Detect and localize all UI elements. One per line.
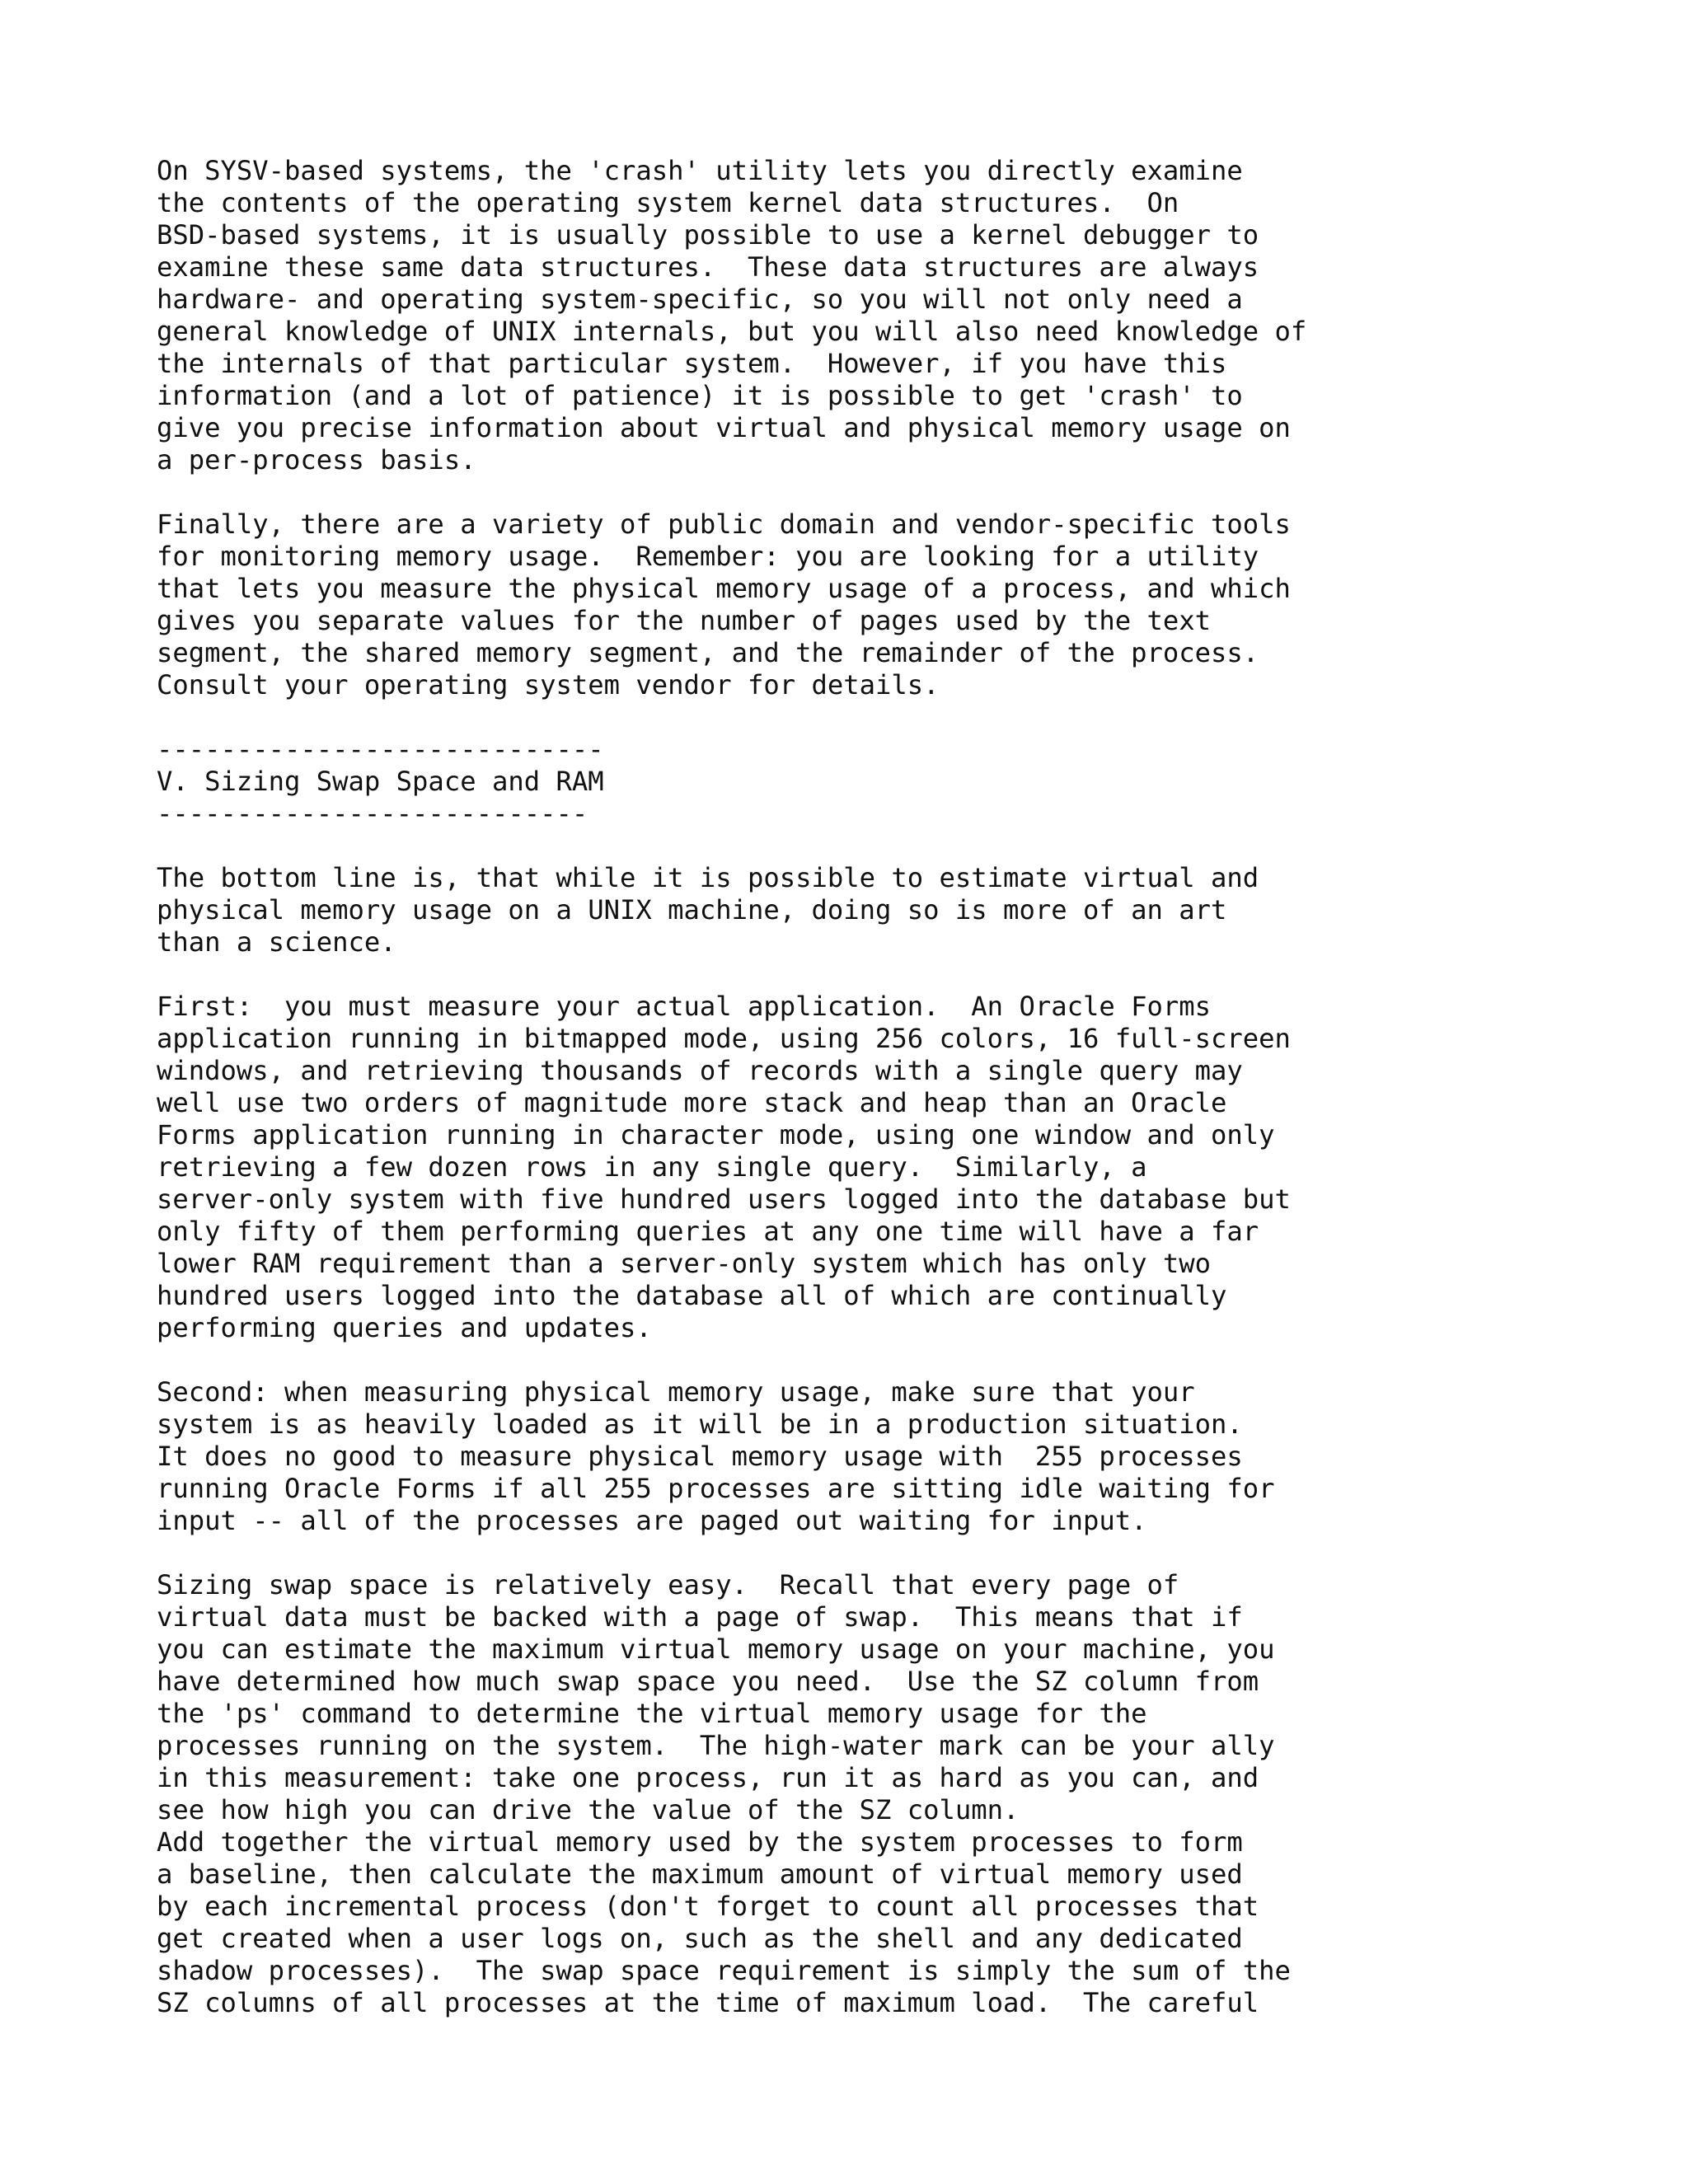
text-line: Second: when measuring physical memory usage, make sure that your xyxy=(157,1376,1195,1408)
text-line: hardware- and operating system-specific, so you will not only need a xyxy=(157,284,1243,315)
text-line: running Oracle Forms if all 255 processes are sitting idle waiting for xyxy=(157,1473,1275,1504)
text-line: server-only system with five hundred users logged into the database but xyxy=(157,1183,1291,1215)
text-line: in this measurement: take one process, run it as hard as you can, and xyxy=(157,1762,1259,1793)
text-line: application running in bitmapped mode, using 256 colors, 16 full-screen xyxy=(157,1023,1291,1054)
text-line: a per-process basis. xyxy=(157,444,476,476)
text-line: Consult your operating system vendor for details. xyxy=(157,669,940,701)
text-line: Add together the virtual memory used by the system processes to form xyxy=(157,1826,1243,1858)
text-line: segment, the shared memory segment, and the remainder of the process. xyxy=(157,637,1259,668)
text-line: that lets you measure the physical memory usage of a process, and which xyxy=(157,573,1291,604)
text-line: only fifty of them performing queries at any one time will have a far xyxy=(157,1216,1259,1247)
document-page xyxy=(157,155,1640,2019)
paragraph-bottom-line xyxy=(157,862,1640,958)
text-line: input -- all of the processes are paged out waiting for input. xyxy=(157,1505,1147,1536)
text-line: performing queries and updates. xyxy=(157,1312,652,1343)
text-line: hundred users logged into the database all of which are continually xyxy=(157,1280,1227,1311)
text-line: for monitoring memory usage. Remember: you are looking for a utility xyxy=(157,541,1259,572)
section-title: V. Sizing Swap Space and RAM xyxy=(157,766,604,797)
text-line: lower RAM requirement than a server-only system which has only two xyxy=(157,1248,1211,1279)
text-line: shadow processes). The swap space requirement is simply the sum of the xyxy=(157,1955,1291,1986)
text-line: First: you must measure your actual application. An Oracle Forms xyxy=(157,991,1211,1022)
section-rule-bottom: --------------------------- xyxy=(157,798,588,829)
text-line: windows, and retrieving thousands of records with a single query may xyxy=(157,1055,1243,1086)
paragraph-sizing-swap xyxy=(157,1569,1640,2019)
text-line: SZ columns of all processes at the time of maximum load. The careful xyxy=(157,1987,1259,2018)
text-line: well use two orders of magnitude more stack and heap than an Oracle xyxy=(157,1087,1227,1118)
text-line: retrieving a few dozen rows in any single query. Similarly, a xyxy=(157,1151,1147,1183)
text-line: BSD-based systems, it is usually possible to use a kernel debugger to xyxy=(157,219,1259,251)
paragraph-crash-utility xyxy=(157,155,1640,476)
text-line: get created when a user logs on, such as the shell and any dedicated xyxy=(157,1923,1243,1954)
paragraph-second xyxy=(157,1376,1640,1537)
section-rule-top: ---------------------------- xyxy=(157,733,604,765)
text-line: virtual data must be backed with a page of swap. This means that if xyxy=(157,1601,1243,1633)
text-line: system is as heavily loaded as it will be in a production situation. xyxy=(157,1408,1243,1440)
text-line: Sizing swap space is relatively easy. Recall that every page of xyxy=(157,1569,1179,1601)
paragraph-first xyxy=(157,991,1640,1344)
text-line: see how high you can drive the value of the SZ column. xyxy=(157,1794,1020,1825)
text-line: The bottom line is, that while it is possible to estimate virtual and xyxy=(157,862,1259,893)
text-line: a baseline, then calculate the maximum amount of virtual memory used xyxy=(157,1858,1243,1890)
text-line: have determined how much swap space you need. Use the SZ column from xyxy=(157,1666,1259,1697)
text-line: you can estimate the maximum virtual memory usage on your machine, you xyxy=(157,1633,1275,1665)
text-line: Forms application running in character mode, using one window and only xyxy=(157,1119,1275,1151)
text-line: gives you separate values for the number of pages used by the text xyxy=(157,605,1211,636)
text-line: information (and a lot of patience) it is possible to get 'crash' to xyxy=(157,380,1243,411)
text-line: examine these same data structures. These data structures are always xyxy=(157,251,1259,283)
text-line: give you precise information about virtual and physical memory usage on xyxy=(157,412,1291,443)
text-line: the 'ps' command to determine the virtual memory usage for the xyxy=(157,1698,1147,1729)
text-line: On SYSV-based systems, the 'crash' utility lets you directly examine xyxy=(157,155,1243,186)
text-line: general knowledge of UNIX internals, but you will also need knowledge of xyxy=(157,316,1307,347)
paragraph-monitoring-tools xyxy=(157,509,1640,701)
text-line: the contents of the operating system kernel data structures. On xyxy=(157,187,1179,218)
text-line: It does no good to measure physical memory usage with 255 processes xyxy=(157,1441,1243,1472)
text-line: physical memory usage on a UNIX machine, doing so is more of an art xyxy=(157,894,1227,926)
text-line: Finally, there are a variety of public domain and vendor-specific tools xyxy=(157,509,1291,540)
text-line: than a science. xyxy=(157,926,396,958)
text-line: by each incremental process (don't forget to count all processes that xyxy=(157,1891,1259,1922)
section-header xyxy=(157,733,1640,830)
text-line: the internals of that particular system. However, if you have this xyxy=(157,348,1227,379)
text-line: processes running on the system. The high-water mark can be your ally xyxy=(157,1730,1275,1761)
